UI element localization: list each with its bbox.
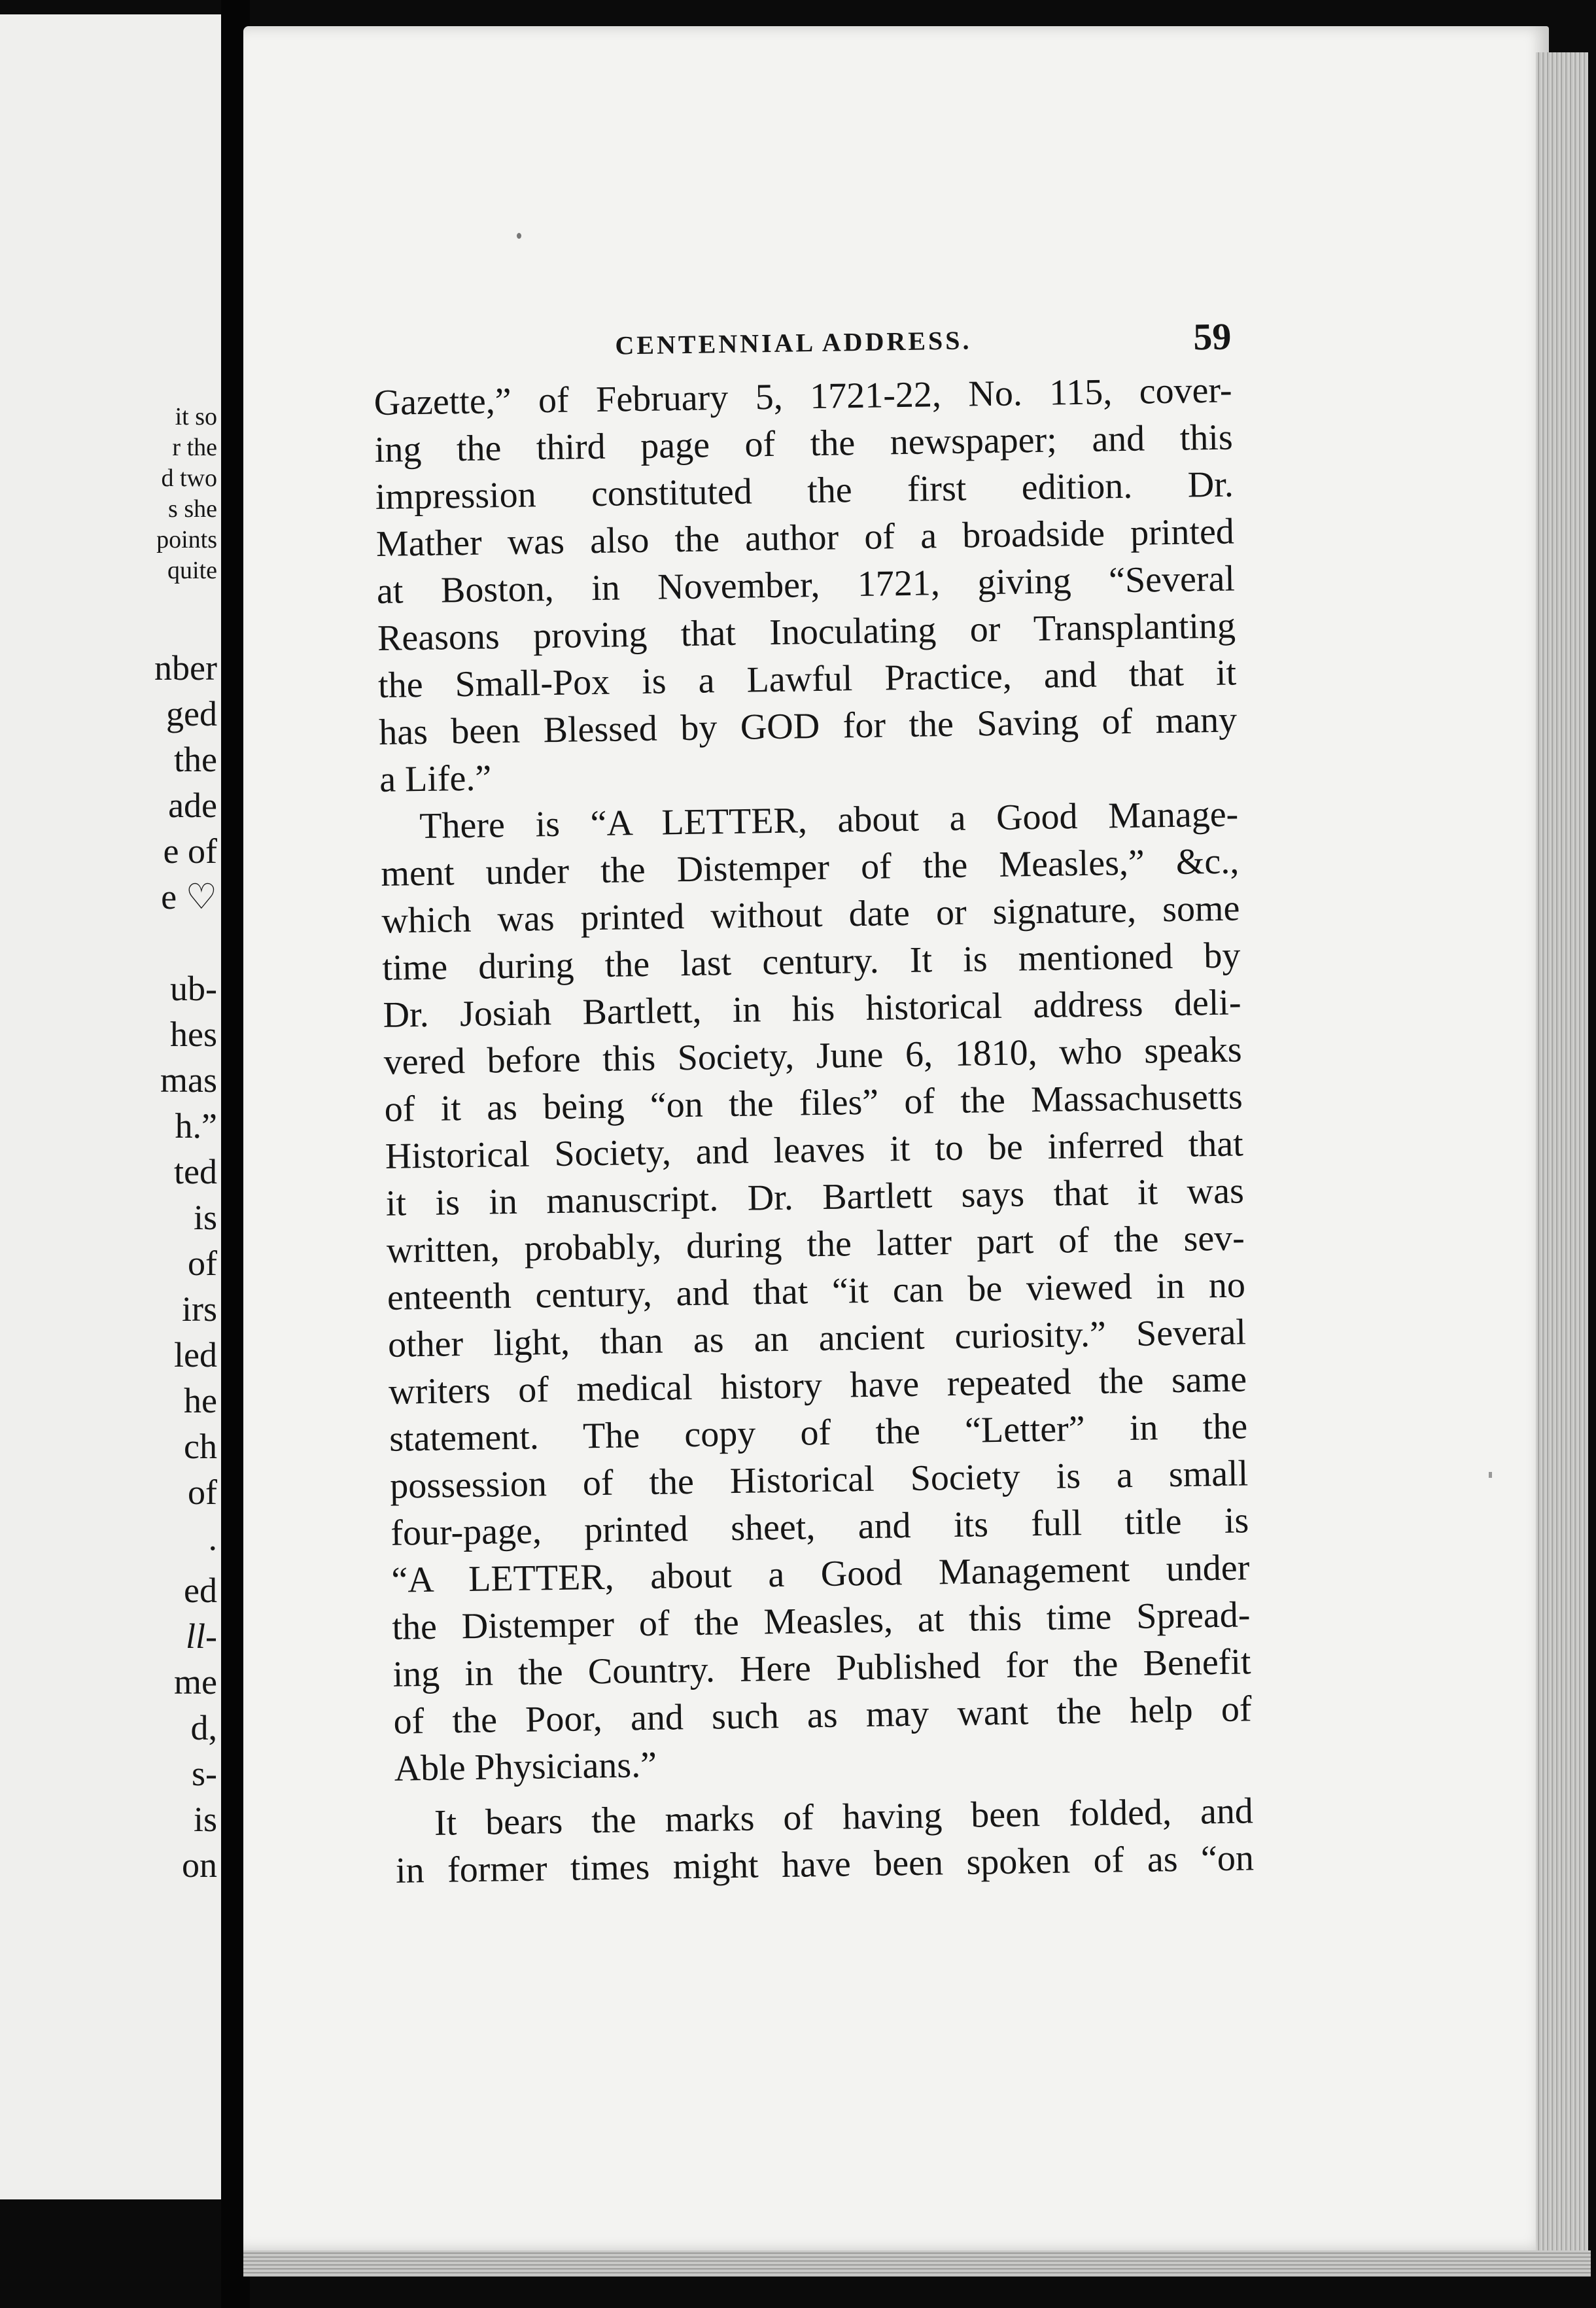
facing-page-fragment: points xyxy=(156,526,217,553)
page-edge-stack xyxy=(1536,52,1588,2264)
text-line: has been Blessed by GOD for the Saving of many xyxy=(378,699,1238,753)
page-text-block xyxy=(373,315,1254,1895)
text-line: the Small-Pox is a Lawful Practice, and that it xyxy=(377,652,1237,706)
text-line: Dr. Josiah Bartlett, in his historical address deli- xyxy=(383,982,1241,1036)
facing-page-fragment: nber xyxy=(154,648,217,688)
running-title: CENTENNIAL ADDRESS. xyxy=(615,325,972,360)
text-line: impression constituted the first edition. Dr. xyxy=(375,464,1234,517)
text-line: It bears the marks of having been folded, and xyxy=(434,1791,1254,1844)
facing-page-fragment: irs xyxy=(182,1289,217,1329)
text-line: enteenth century, and that “it can be viewed in no xyxy=(387,1265,1246,1318)
text-line: four-page, printed sheet, and its full title is xyxy=(390,1500,1249,1554)
text-line: ing in the Country. Here Published for the Benefit xyxy=(392,1641,1251,1695)
text-line: in former times might have been spoken of as “on xyxy=(395,1838,1255,1891)
text-line: of it as being “on the files” of the Massachusetts xyxy=(384,1076,1243,1130)
text-line: the Distemper of the Measles, at this time Spread- xyxy=(392,1594,1251,1648)
facing-page-fragment: ted xyxy=(174,1152,217,1191)
facing-page-fragment: the xyxy=(174,740,217,779)
text-line: Able Physicians.” xyxy=(394,1744,657,1789)
text-line: Historical Society, and leaves it to be inferred that xyxy=(385,1123,1244,1177)
text-line: writers of medical history have repeated the same xyxy=(388,1359,1247,1412)
facing-page-fragment: e of xyxy=(163,831,217,871)
facing-page-fragment: of xyxy=(188,1473,217,1512)
text-line: Gazette,” of February 5, 1721-22, No. 115, cover- xyxy=(373,370,1233,423)
page-number: 59 xyxy=(1192,315,1232,358)
text-line: written, probably, during the latter part of the sev- xyxy=(386,1217,1245,1271)
text-line: ing the third page of the newspaper; and this xyxy=(374,417,1234,470)
text-line: possession of the Historical Society is a small xyxy=(389,1453,1249,1507)
facing-page-fragment: led xyxy=(174,1335,217,1374)
text-line: vered before this Society, June 6, 1810, who speaks xyxy=(383,1029,1242,1083)
text-line: Mather was also the author of a broadside printed xyxy=(375,511,1235,565)
facing-page-fragment: mas xyxy=(160,1060,217,1100)
page-bottom-edge xyxy=(243,2250,1591,2277)
text-line: it is in manuscript. Dr. Bartlett says that it was xyxy=(385,1170,1245,1224)
facing-page-fragment: of xyxy=(188,1244,217,1283)
facing-page-fragment: ub- xyxy=(170,969,217,1008)
text-line: ment under the Distemper of the Measles,” &c., xyxy=(380,841,1240,894)
facing-page-fragment: r the xyxy=(172,434,217,461)
facing-page-fragment: me xyxy=(174,1662,217,1702)
print-speck xyxy=(517,233,521,239)
facing-page-fragment: h.” xyxy=(175,1106,217,1145)
facing-page-fragment: ch xyxy=(184,1427,217,1466)
text-line: statement. The copy of the “Letter” in the xyxy=(389,1406,1248,1460)
facing-page-fragment: is xyxy=(193,1198,217,1237)
facing-page-fragment: s- xyxy=(192,1754,217,1793)
text-line: which was printed without date or signature, some xyxy=(381,888,1240,941)
text-line: at Boston, in November, 1721, giving “Several xyxy=(376,558,1236,612)
facing-page-fragment: ed xyxy=(184,1571,217,1610)
facing-page-fragment: it so xyxy=(175,403,217,430)
print-speck xyxy=(1489,1472,1492,1478)
facing-page-fragment: on xyxy=(182,1845,217,1885)
facing-page-fragment: d two xyxy=(161,464,217,492)
facing-page-fragment: quite xyxy=(167,557,217,584)
facing-page-fragment: ged xyxy=(166,694,217,733)
facing-page-fragment: he xyxy=(184,1381,217,1420)
facing-page-fragment: ll- xyxy=(186,1617,217,1656)
text-line: “A LETTER, about a Good Management under xyxy=(390,1547,1250,1601)
facing-page xyxy=(0,14,221,2199)
facing-page-fragment: d, xyxy=(190,1708,217,1747)
text-line: Reasons proving that Inoculating or Transplanting xyxy=(377,605,1236,659)
facing-page-fragment: hes xyxy=(170,1015,217,1054)
text-line: a Life.” xyxy=(379,758,492,800)
text-line: of the Poor, and such as may want the help of xyxy=(393,1688,1252,1742)
facing-page-fragment: . xyxy=(208,1518,217,1558)
facing-page-fragment: s she xyxy=(168,495,217,523)
text-line: There is “A LETTER, about a Good Manage- xyxy=(419,794,1239,847)
facing-page-fragment: ade xyxy=(168,786,217,825)
facing-page-fragment: is xyxy=(193,1800,217,1839)
text-line: time during the last century. It is mentioned by xyxy=(382,935,1241,988)
text-line: other light, than as an ancient curiosity.” Several xyxy=(387,1312,1247,1365)
facing-page-fragment: e ♡ xyxy=(161,877,217,917)
